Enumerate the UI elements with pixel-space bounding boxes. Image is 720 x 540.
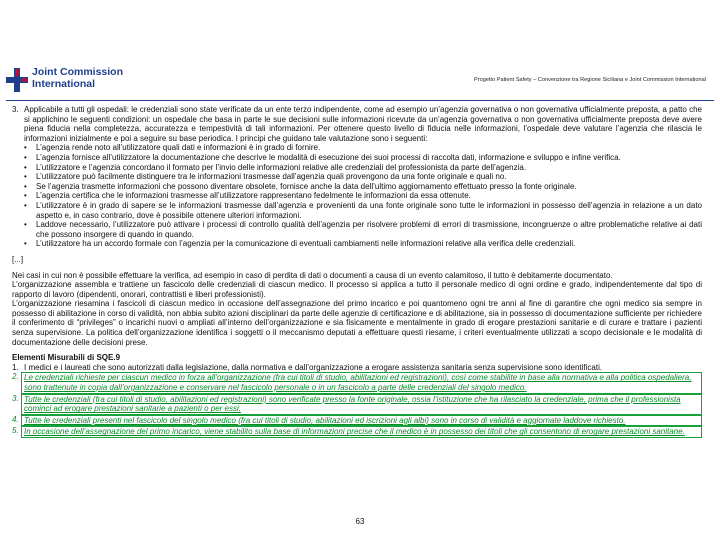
bullet-glyph: •	[24, 200, 27, 210]
paragraph: Nei casi in cui non è possibile effettuare la verifica, ad esempio in caso di perdita di dati o documenti a causa di un evento calamitoso, il tutto è debitamente documentato.	[12, 270, 613, 280]
measurable-elements-title: Elementi Misurabili di SQE.9	[12, 353, 121, 363]
section-3-text: Applicabile a tutti gli ospedali: le credenziali sono state verificate da un ente terzo indipendente, come ad esempio un’agenzia governativa o non governativa ufficialmente preposta, a patto che si applichino le seguenti condizioni: un ospedale che basa in parte le sue decisioni sulle informazioni ricevute da un’agenzia governativa o non governativa ufficialmente preposta deve avere piena fiducia nella completezza, accuratezza e tempestività di tali informazioni. Per ottenere questo livello di fiducia nelle informazioni, l’ospedale deve valutare l’agenzia che rilascia le informazioni inizialmente e poi a seguire su base periodica. I principi che guidano tale valutazione sono i seguenti:	[24, 105, 702, 143]
list-item: • Se l’agenzia trasmette informazioni che possono diventare obsolete, fornisce anche la data dell’ultimo aggiornamento effettuato presso la fonte originale.	[24, 181, 577, 191]
jci-logo	[6, 66, 206, 100]
bullet-glyph: •	[24, 162, 27, 172]
ellipsis: [...]	[12, 254, 24, 264]
list-item: • L’utilizzatore è in grado di sapere se le informazioni trasmesse dall’agenzia e provenienti da una fonte originale sono tutte le informazioni in possesso dell’agenzia in relazione a un dato aspetto e, in caso contrario, dove è possibile ottenere ulteriori informazioni.	[24, 200, 702, 220]
measurable-item: 4. Tutte le credenziali presenti nel fascicolo del singolo medico (fra cui titoli di studio, abilitazioni ed iscrizioni agli albi) sono in corso di validità e aggiornate laddove richiesto.	[12, 415, 702, 427]
list-item: • Laddove necessario, l’utilizzatore può attivare i processi di controllo qualità dell’agenzia per risolvere problemi di errori di trasmissione, incongruenze o altre problematiche relative ai dati che possono insorgere di quando in quando.	[24, 220, 702, 239]
page-number: 63	[355, 517, 365, 526]
page-header	[0, 0, 720, 100]
bullet-glyph: •	[24, 181, 27, 191]
principles-list	[12, 143, 702, 249]
bullet-glyph: •	[24, 191, 27, 201]
measurable-item: 3. Tutte le credenziali (fra cui titoli di studio, abilitazioni ed registrazioni) sono verificate presso la fonte originale, ossia l’istituzione che ha rilasciato la credenziale, prima che il professionista cominci ad erogare prestazioni sanitarie a pazienti o per essi.	[12, 394, 702, 415]
header-divider	[6, 100, 714, 101]
bullet-glyph: •	[24, 172, 27, 182]
list-item: • L’utilizzatore può facilmente distinguere tra le informazioni trasmesse dall’agenzia quali provengono da una fonte originale e quali no.	[24, 172, 507, 182]
measurable-item: 2. Le credenziali richieste per ciascun medico in forza all’organizzazione (fra cui titoli di studio, abilitazioni ed registrazioni), così come stabilite in base alla normativa e alla politica ospedaliera, sono trattenute in copia dall’organizzazione e conservare nel fascicolo personale o in un fascicolo a parte delle credenziali del singolo medico.	[12, 372, 702, 393]
section-3-number: 3.	[12, 105, 19, 114]
paragraph: L’organizzazione riesamina i fascicoli di ciascun medico in occasione dell’assegnazione del primo incarico e poi quantomeno ogni tre anni al fine di garantire che ogni medico sia sempre in possesso di abilitazione in corso di validità, non abbia subito azioni disciplinari da parte delle agenzie di certificazione e di abilitazione, sia in possesso di documentazione sufficiente per richiedere il conferimento di “privileges” o incarichi nuovi o ampliati all’interno dell’organizzazione e sia fisicamente e mentalmente in grado di erogare prestazioni sanitarie e di curare e trattare i pazienti senza supervisione. La politica dell’organizzazione identifica i soggetti o il meccanismo deputati a effettuare questi riesame, i criteri eventualmente utilizzati a scopo decisionale e le modalità di documentazione delle decisioni prese.	[12, 299, 702, 347]
project-title: Progetto Patient Safety – Convenzione tra Regione Siciliana e Joint Commission International	[474, 77, 706, 83]
section-3	[12, 105, 702, 143]
highlighted-text: Tutte le credenziali (fra cui titoli di studio, abilitazioni ed registrazioni) sono verificate presso la fonte originale, ossia l’istituzione che ha rilasciato la credenziale, prima che il professionista cominci ad erogare prestazioni sanitarie a pazienti o per essi.	[21, 394, 702, 415]
logo-line-2: International	[32, 78, 96, 90]
highlighted-text: Tutte le credenziali presenti nel fascicolo del singolo medico (fra cui titoli di studio, abilitazioni ed iscrizioni agli albi) sono in corso di validità e aggiornate laddove richiesto.	[21, 415, 702, 427]
bullet-glyph: •	[24, 143, 27, 153]
highlighted-text: Le credenziali richieste per ciascun medico in forza all’organizzazione (fra cui titoli di studio, abilitazioni ed registrazioni), così come stabilite in base alla normativa e alla politica ospedaliera, sono trattenute in copia dall’organizzazione e conservare nel fascicolo personale o in un fascicolo a parte delle credenziali del singolo medico.	[21, 372, 702, 393]
jci-logo-icon	[6, 68, 28, 92]
bullet-glyph: •	[24, 220, 27, 230]
list-item: • L’utilizzatore ha un accordo formale con l’agenzia per la comunicazione di eventuali cambiamenti nelle informazioni relative alla verifica delle credenziali.	[24, 239, 576, 249]
list-item: • L’agenzia fornisce all’utilizzatore la documentazione che descrive le modalità di esecuzione dei suoi processi di raccolta dati, informazione e sviluppo e infine verifica.	[24, 152, 621, 162]
bullet-glyph: •	[24, 152, 27, 162]
logo-line-1: Joint Commission	[32, 66, 124, 78]
list-item: • L’agenzia rende noto all’utilizzatore quali dati e informazioni è in grado di fornire.	[24, 143, 321, 153]
measurable-item: 5. In occasione dell’assegnazione del primo incarico, viene stabilito sulla base di informazioni precise che il medico è in possesso dei titoli che gli consentono di erogare prestazioni sanitane.	[12, 426, 702, 438]
measurable-elements-list	[12, 363, 702, 438]
list-item: • L’agenzia certifica che le informazioni trasmesse all’utilizzatore rappresentano fedelmente le informazioni da essa ottenute.	[24, 191, 471, 201]
document-body	[12, 105, 702, 438]
logo-text	[32, 66, 123, 90]
paragraph: L’organizzazione assembla e trattiene un fascicolo delle credenziali di ciascun medico. Il processo si applica a tutto il personale medico di ogni ordine e grado, indipendentemente dal tipo di rapporto di lavoro (dipendenti, onorari, contrattisti e liberi professionisti).	[12, 280, 702, 299]
highlighted-text: In occasione dell’assegnazione del primo incarico, viene stabilito sulla base di informazioni precise che il medico è in possesso dei titoli che gli consentono di erogare prestazioni sanitane.	[21, 426, 702, 438]
bullet-glyph: •	[24, 239, 27, 249]
list-item: • L’utilizzatore e l’agenzia concordano il formato per l’invio delle informazioni relative alle credenziali del professionista da parte dell’agenzia.	[24, 162, 527, 172]
measurable-item: 1. I medici e i laureati che sono autorizzati dalla legislazione, dalla normativa e dall’organizzazione a erogare assistenza sanitaria senza supervisione sono identificati.	[12, 362, 603, 372]
